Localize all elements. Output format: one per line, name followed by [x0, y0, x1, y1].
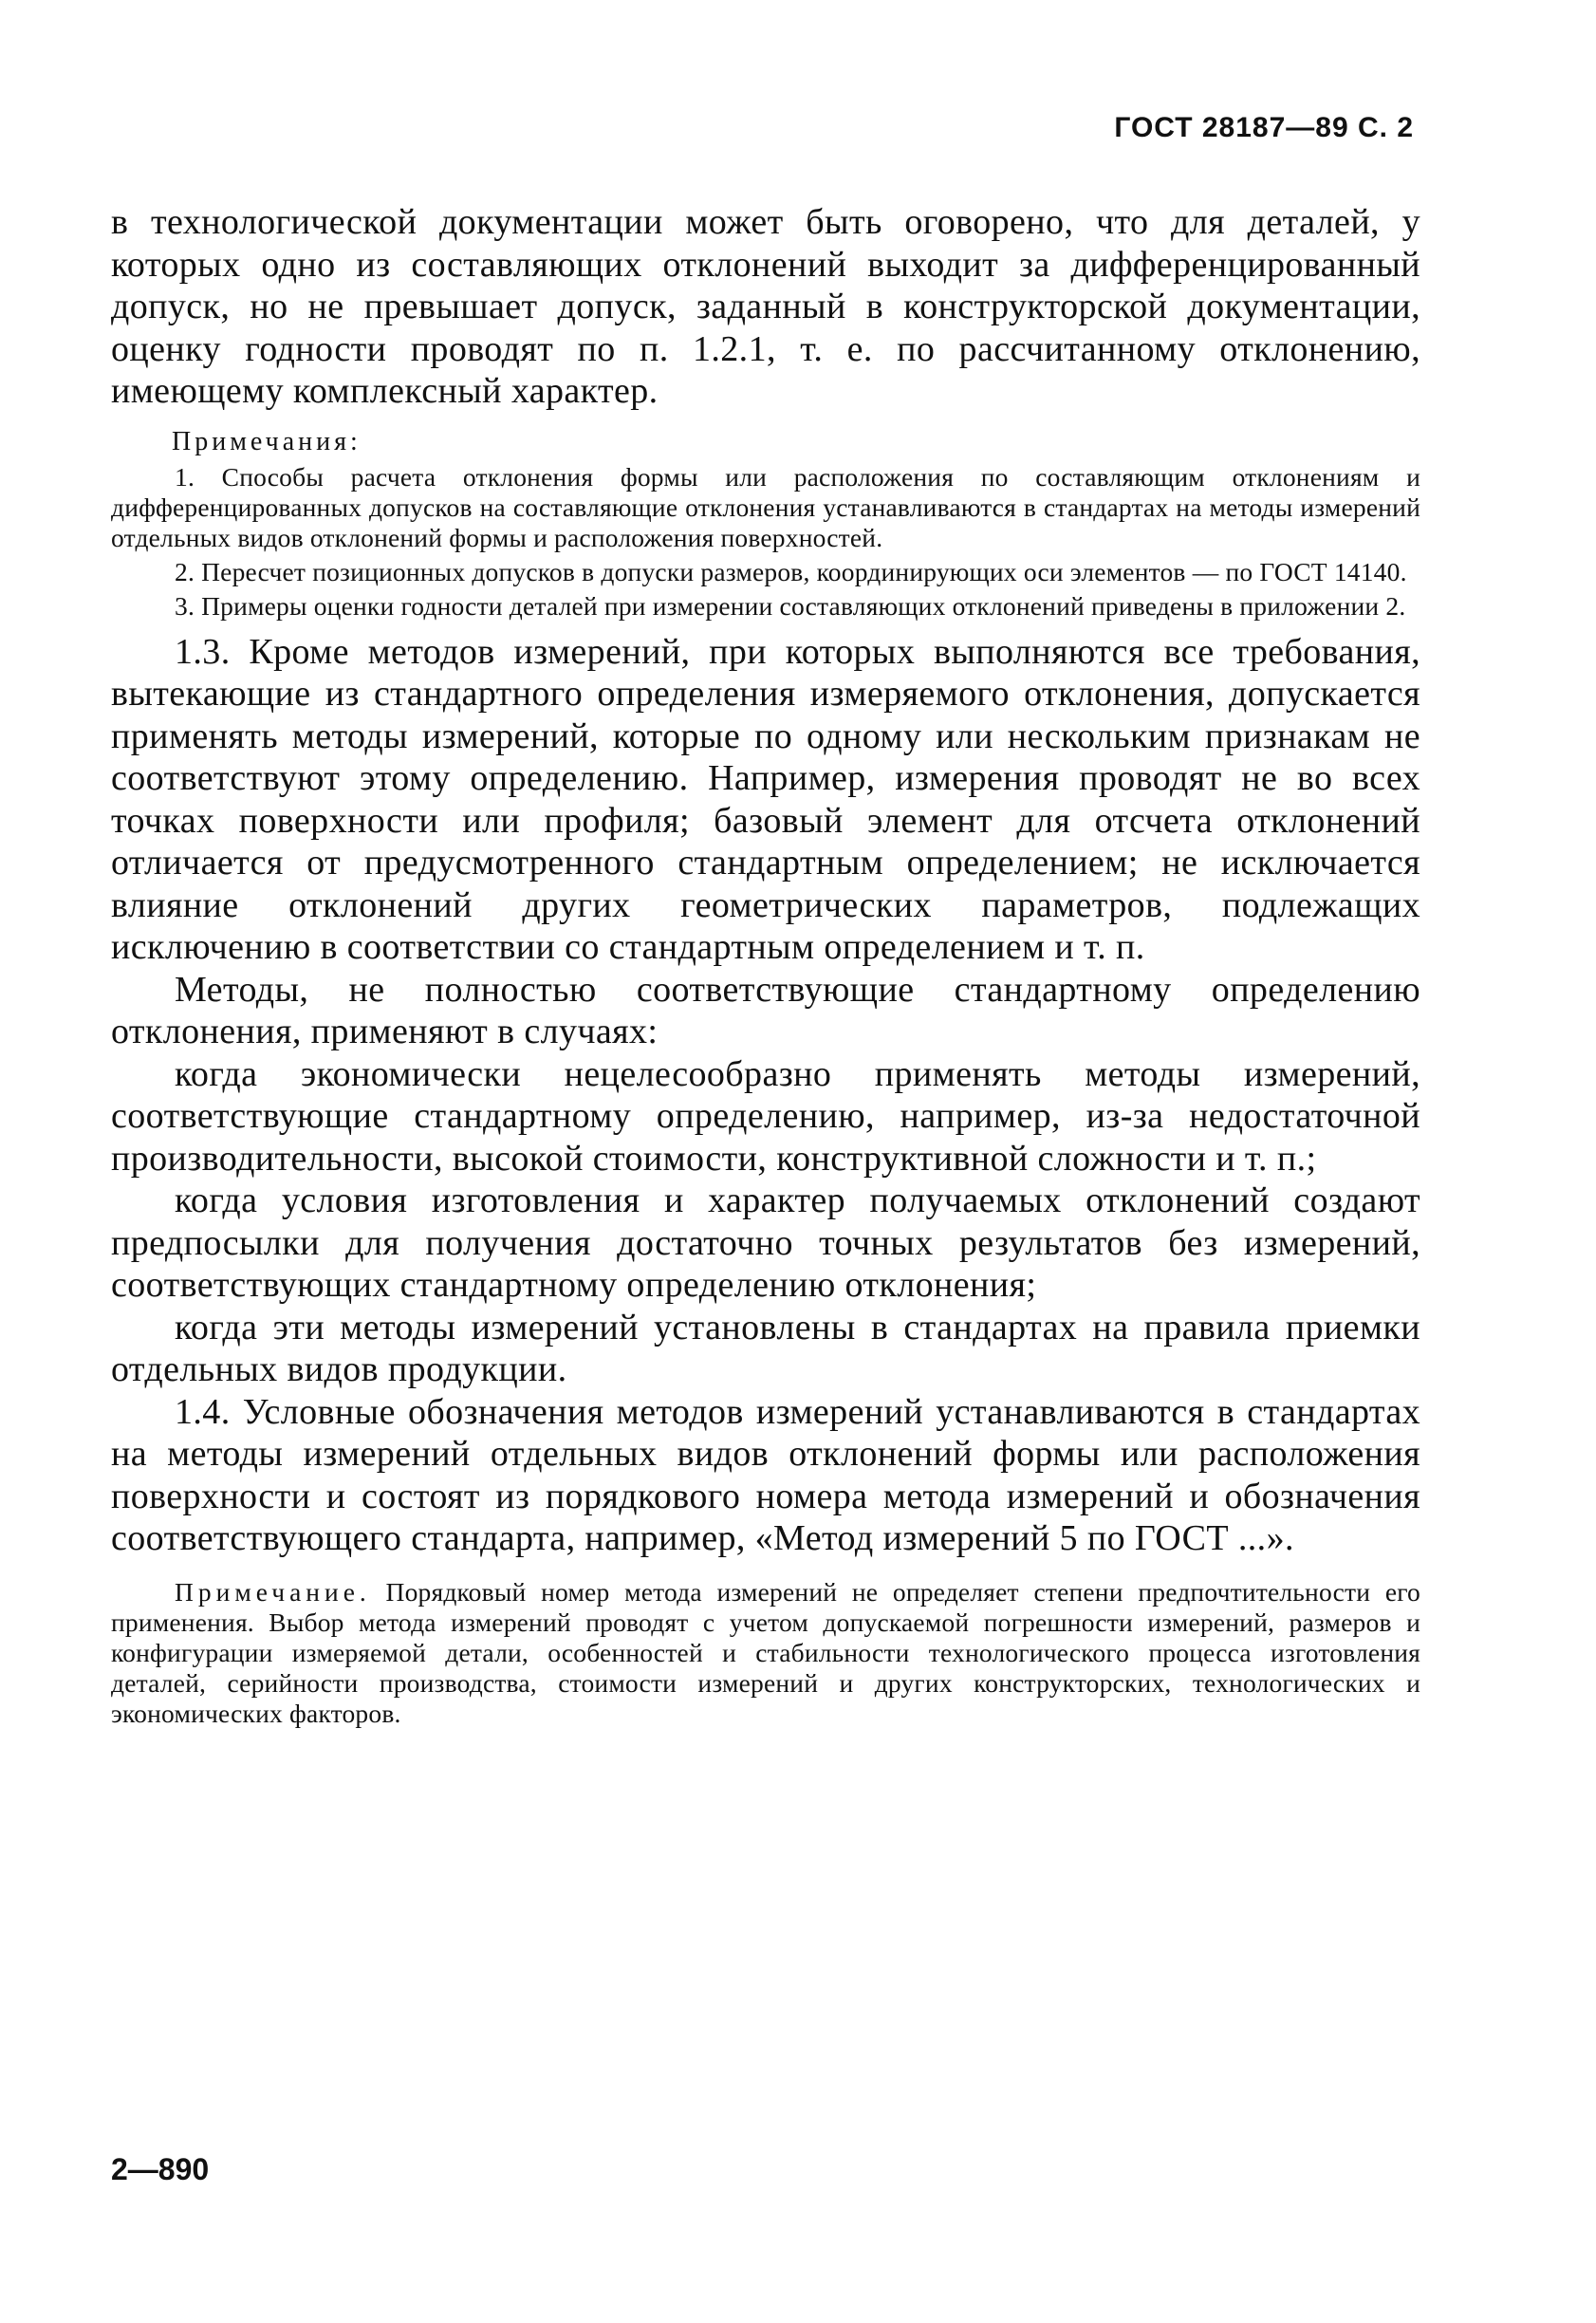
notes-heading: Примечания:	[172, 426, 362, 456]
paragraph-case-2: когда условия изготовления и характер получаемых отклонений создают предпосылки для получения достаточно точных результатов без измерений, соответствующих стандартному определению отклонения;	[111, 1180, 1420, 1305]
note-3: 3. Примеры оценки годности деталей при измерении составляющих отклонений приведены в приложении 2.	[175, 590, 1406, 621]
page-footer-code: 2—890	[111, 2152, 210, 2186]
final-note-text: Порядковый номер метода измерений не определяет степени предпочтительности его применения. Выбор метода измерений проводят с учетом допускаемой погрешности измерений, размеров и конфигурации измеряемой детали, особенностей и стабильности технологического процесса изготовления деталей, серийности производства, стоимости измерений и других конструкторских, технологических и экономических факторов.	[111, 1576, 1420, 1728]
paragraph-case-3: когда эти методы измерений установлены в стандартах на правила приемки отдельных видов продукции.	[111, 1307, 1420, 1389]
page-header: ГОСТ 28187—89 С. 2	[1114, 112, 1414, 143]
paragraph-case-1: когда экономически нецелесообразно применять методы измерений, соответствующие стандартному определению, например, из-за недостаточной производительности, высокой стоимости, конструктивной сложности и т. п.;	[111, 1053, 1420, 1179]
note-1: 1. Способы расчета отклонения формы или расположения по составляющим отклонениям и дифференцированных допусков на составляющие отклонения устанавливаются в стандартах на методы измерений отдельных видов отклонений формы и расположения поверхностей.	[111, 461, 1420, 552]
final-note-label: Примечание.	[175, 1576, 371, 1607]
paragraph-intro: в технологической документации может быть оговорено, что для деталей, у которых одно из составляющих отклонений выходит за дифференцированный допуск, но не превышает допуск, заданный в конструкторской документации, оценку годности проводят по п. 1.2.1, т. е. по рассчитанному отклонению, имеющему комплексный характер.	[111, 202, 1420, 411]
paragraph-methods: Методы, не полностью соответствующие стандартному определению отклонения, применяют в случаях:	[111, 969, 1420, 1051]
paragraph-1-3: 1.3. Кроме методов измерений, при которых выполняются все требования, вытекающие из стандартного определения измеряемого отклонения, допускается применять методы измерений, которые по одному или нескольким признакам не соответствуют этому определению. Например, измерения проводят не во всех точках поверхности или профиля; базовый элемент для отсчета отклонений отличается от предусмотренного стандартным определением; не исключается влияние отклонений других геометрических параметров, подлежащих исключению в соответствии со стандартным определением и т. п.	[111, 631, 1420, 967]
page-content	[111, 201, 1420, 1729]
final-note	[111, 1577, 1420, 1729]
paragraph-1-4: 1.4. Условные обозначения методов измерений устанавливаются в стандартах на методы измерений отдельных видов отклонений формы или расположения поверхности и состоят из порядкового номера метода измерений и обозначения соответствующего стандарта, например, «Метод измерений 5 по ГОСТ ...».	[111, 1391, 1420, 1558]
note-2: 2. Пересчет позиционных допусков в допуски размеров, координирующих оси элементов — по ГОСТ 14140.	[175, 556, 1407, 586]
